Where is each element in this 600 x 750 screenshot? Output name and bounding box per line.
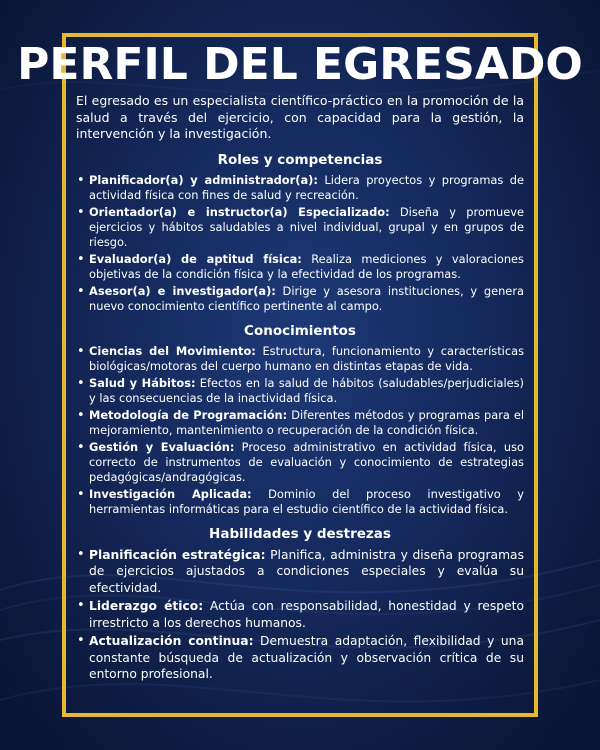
item-term: Planificador(a) y administrador(a):: [89, 172, 318, 187]
item-text: Actúa con responsabilidad, honestidad y respeto irrestricto a los derechos humanos.: [89, 599, 524, 630]
item-term: Evaluador(a) de aptitud física:: [89, 251, 302, 266]
item-text: Dirige y asesora instituciones, y genera nuevo conocimiento científico pertinente al campo.: [89, 283, 524, 313]
item-term: Salud y Hábitos:: [89, 375, 196, 390]
section-heading: Conocimientos: [244, 322, 356, 339]
list-item: [89, 173, 524, 203]
knowledge-list: [76, 344, 524, 517]
item-text: Demuestra adaptación, flexibilidad y una constante búsqueda de actualización y observación crítica de su entorno profesional.: [89, 634, 525, 681]
intro-paragraph: El egresado es un especialista científico-práctico en la promoción de la salud a través del ejercicio, con capacidad para la gestión, la intervención y la investigación.: [76, 93, 524, 141]
list-item: [89, 284, 524, 314]
item-term: Orientador(a) e instructor(a) Especializado:: [89, 204, 390, 219]
item-text: Planifica, administra y diseña programas de ejercicios ajustados a condiciones especiales y evalúa su efectividad.: [89, 547, 524, 595]
item-text: Dominio del proceso investigativo y herramientas informáticas para el estudio científico de la actividad física.: [89, 486, 524, 516]
list-item: [89, 547, 524, 597]
item-term: Liderazgo ético:: [89, 599, 204, 613]
list-item: [89, 376, 524, 406]
skills-list: [76, 547, 524, 683]
list-item: [89, 205, 524, 250]
section-skills: [76, 525, 524, 683]
list-item: [89, 252, 524, 282]
item-text: Diseña y promueve ejercicios y hábitos saludables a nivel individual, grupal y en grupos de riesgo.: [89, 204, 524, 249]
item-term: Planificación estratégica:: [89, 547, 266, 562]
item-term: Gestión y Evaluación:: [89, 439, 235, 454]
item-term: Investigación Aplicada:: [89, 486, 252, 501]
item-term: Asesor(a) e investigador(a):: [89, 283, 276, 298]
item-term: Metodología de Programación:: [89, 407, 288, 422]
item-text: Lidera proyectos y programas de actividad física con fines de salud y recreación.: [89, 172, 525, 202]
list-item: [89, 440, 524, 485]
list-item: [89, 344, 524, 374]
item-text: Estructura, funcionamiento y características biológicas/motoras del cuerpo humano en distintas etapas de vida.: [89, 343, 525, 373]
list-item: [89, 487, 524, 517]
section-roles: [76, 151, 524, 314]
list-item: [89, 598, 524, 631]
item-text: Efectos en la salud de hábitos (saludables/perjudiciales) y las consecuencias de la inactividad física.: [89, 375, 524, 405]
item-text: Proceso administrativo en actividad física, uso correcto de instrumentos de evaluación y conocimiento de estrategias pedagógicas/andragógicas.: [89, 439, 525, 484]
item-text: Realiza mediciones y valoraciones objetivas de la condición física y la efectividad de los programas.: [89, 251, 524, 281]
section-heading: Habilidades y destrezas: [209, 525, 391, 542]
page-title: PERFIL DEL EGRESADO: [17, 39, 583, 90]
list-item: [89, 408, 524, 438]
section-knowledge: [76, 322, 524, 517]
roles-list: [76, 173, 524, 314]
section-heading: Roles y competencias: [217, 151, 383, 168]
item-text: Diferentes métodos y programas para el mejoramiento, mantenimiento o recuperación de la condición física.: [89, 407, 525, 437]
content-area: [76, 93, 524, 685]
item-term: Ciencias del Movimiento:: [89, 343, 256, 358]
item-term: Actualización continua:: [89, 634, 254, 648]
list-item: [89, 633, 524, 683]
